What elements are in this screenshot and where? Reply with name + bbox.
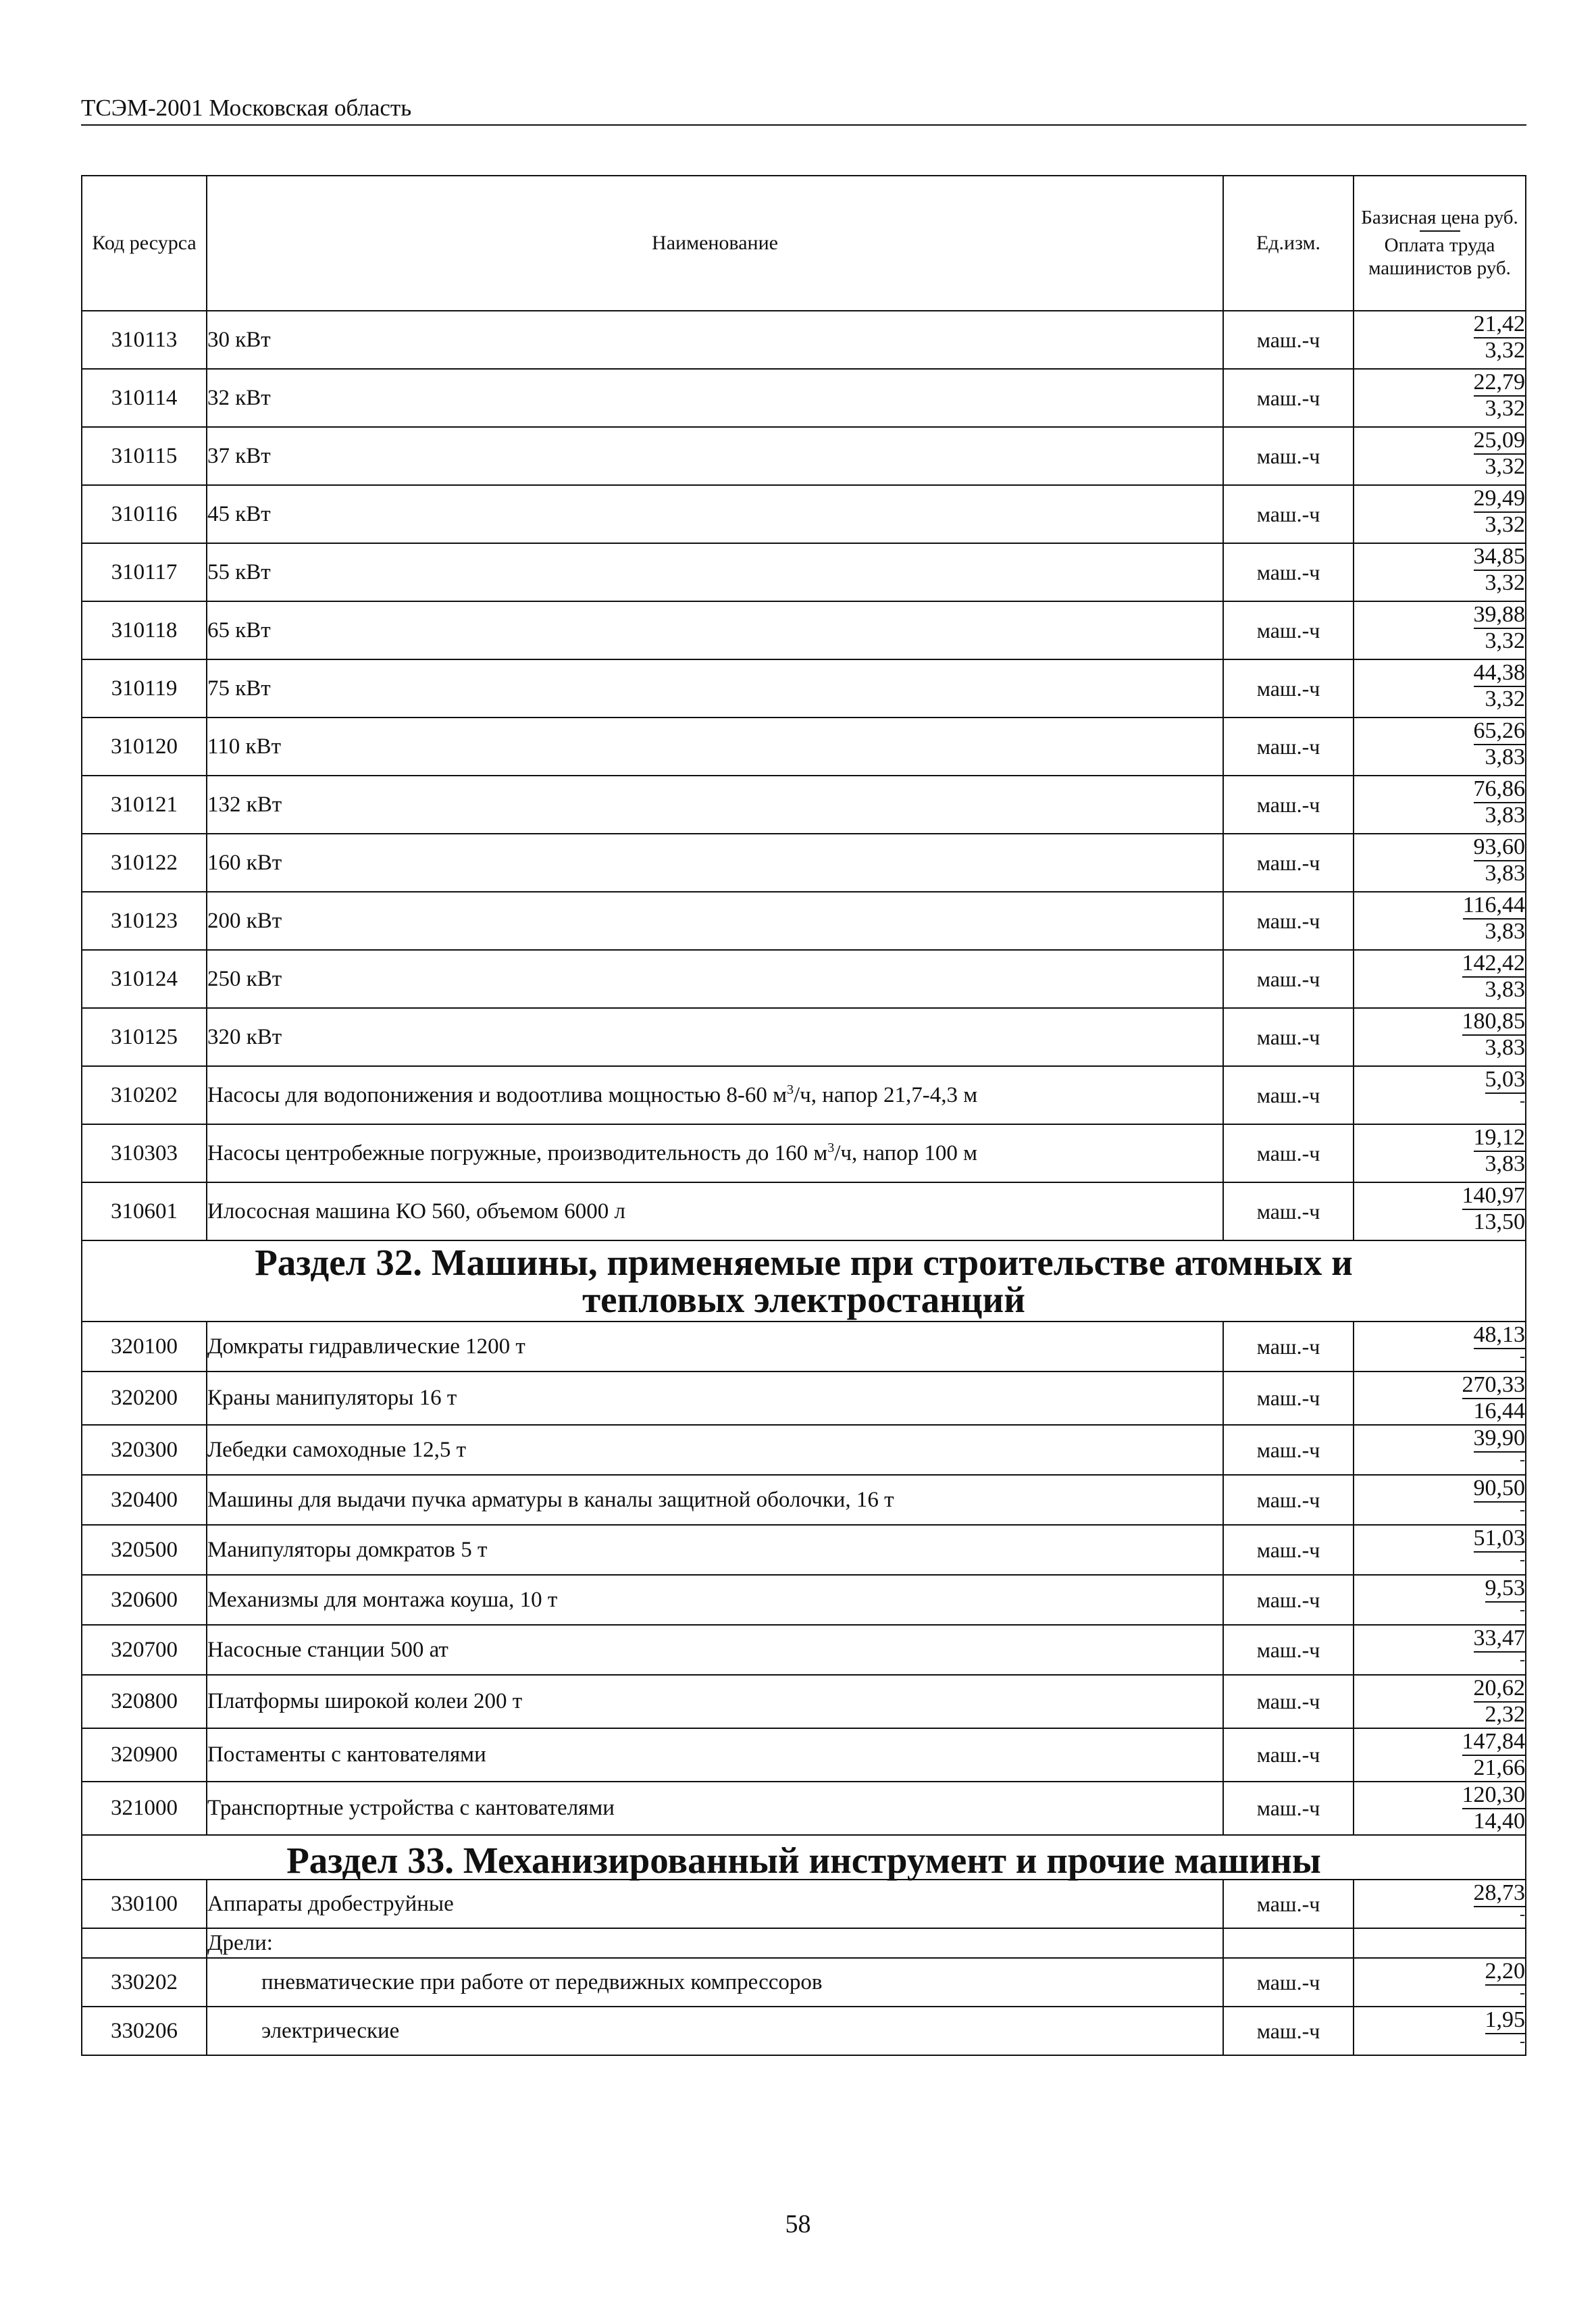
resource-code: 330206 <box>82 2007 207 2055</box>
resource-name: 45 кВт <box>207 485 1223 543</box>
header-name: Наименование <box>207 176 1223 311</box>
operator-wage: 3,32 <box>1474 511 1526 536</box>
resource-code: 330100 <box>82 1880 207 1928</box>
price-cell <box>1354 1425 1526 1475</box>
resource-code: 310117 <box>82 543 207 601</box>
price-cell <box>1354 1728 1526 1782</box>
table-row <box>82 543 1526 601</box>
section-33-title: Раздел 33. Механизированный инструмент и прочие машины <box>82 1835 1526 1880</box>
resource-code: 320600 <box>82 1575 207 1625</box>
price-table <box>81 175 1526 2056</box>
unit-of-measure: маш.-ч <box>1223 311 1354 369</box>
operator-wage: 3,32 <box>1474 686 1526 711</box>
operator-wage: 3,32 <box>1474 570 1526 595</box>
base-price: 142,42 <box>1462 951 1525 976</box>
table-row <box>82 1525 1526 1575</box>
resource-code: 310202 <box>82 1066 207 1124</box>
resource-name: 65 кВт <box>207 601 1223 659</box>
operator-wage: 3,83 <box>1474 744 1526 769</box>
table-row <box>82 1475 1526 1525</box>
operator-wage: 14,40 <box>1462 1808 1526 1833</box>
resource-code: 321000 <box>82 1782 207 1835</box>
resource-name: Домкраты гидравлические 1200 т <box>207 1322 1223 1372</box>
resource-name: Насосы центробежные погружные, производительность до 160 $м^3/ч$, напор 100 м <box>207 1124 1223 1182</box>
base-price: 90,50 <box>1473 1476 1525 1501</box>
resource-code: 320800 <box>82 1675 207 1728</box>
table-header-row <box>82 176 1526 311</box>
price-cell <box>1354 1008 1526 1066</box>
resource-name: 320 кВт <box>207 1008 1223 1066</box>
resource-name: пневматические при работе от передвижных компрессоров <box>207 1958 1223 2007</box>
table-row <box>82 1066 1526 1124</box>
table-row <box>82 1880 1526 1928</box>
operator-wage: 2,32 <box>1474 1701 1526 1726</box>
resource-code: 310124 <box>82 950 207 1008</box>
base-price: 180,85 <box>1462 1009 1525 1034</box>
unit-of-measure: маш.-ч <box>1223 834 1354 892</box>
table-row <box>82 1372 1526 1425</box>
unit-of-measure: маш.-ч <box>1223 1728 1354 1782</box>
operator-wage: 3,32 <box>1474 453 1526 478</box>
base-price: 93,60 <box>1473 834 1525 859</box>
resource-code: 310119 <box>82 659 207 718</box>
table-row <box>82 776 1526 834</box>
table-row <box>82 892 1526 950</box>
unit-of-measure: маш.-ч <box>1223 1575 1354 1625</box>
resource-name: электрические <box>207 2007 1223 2055</box>
price-cell <box>1354 601 1526 659</box>
table-row <box>82 1575 1526 1625</box>
unit-of-measure: маш.-ч <box>1223 2007 1354 2055</box>
unit-of-measure: маш.-ч <box>1223 543 1354 601</box>
base-price: 44,38 <box>1473 660 1525 685</box>
subheading-drills: Дрели: <box>207 1928 1223 1958</box>
operator-wage: 3,83 <box>1474 860 1526 885</box>
operator-wage: 3,83 <box>1474 1151 1526 1176</box>
unit-of-measure: маш.-ч <box>1223 718 1354 776</box>
unit-of-measure: маш.-ч <box>1223 1124 1354 1182</box>
base-price: 21,42 <box>1473 311 1525 336</box>
table-row <box>82 1322 1526 1372</box>
operator-wage: 3,32 <box>1474 395 1526 420</box>
resource-code: 320700 <box>82 1625 207 1675</box>
resource-code: 310123 <box>82 892 207 950</box>
price-cell <box>1354 1575 1526 1625</box>
resource-name: 250 кВт <box>207 950 1223 1008</box>
operator-wage: - <box>1474 1551 1526 1568</box>
table-row <box>82 950 1526 1008</box>
base-price: 51,03 <box>1473 1526 1525 1551</box>
base-price: 116,44 <box>1462 892 1525 917</box>
unit-of-measure: маш.-ч <box>1223 427 1354 485</box>
table-row <box>82 1625 1526 1675</box>
table-row <box>82 601 1526 659</box>
operator-wage: 3,83 <box>1463 918 1525 943</box>
table-row <box>82 718 1526 776</box>
resource-code: 320300 <box>82 1425 207 1475</box>
table-row <box>82 1124 1526 1182</box>
base-price: 5,03 <box>1485 1067 1525 1092</box>
resource-code: 310118 <box>82 601 207 659</box>
base-price: 76,86 <box>1473 776 1525 801</box>
price-cell <box>1354 950 1526 1008</box>
resource-code: 310601 <box>82 1182 207 1240</box>
price-cell <box>1354 659 1526 718</box>
unit-of-measure: маш.-ч <box>1223 659 1354 718</box>
resource-name: Насосные станции 500 ат <box>207 1625 1223 1675</box>
section-heading-row <box>82 1240 1526 1322</box>
price-cell <box>1354 1880 1526 1928</box>
unit-of-measure: маш.-ч <box>1223 601 1354 659</box>
resource-name: Механизмы для монтажа коуша, 10 т <box>207 1575 1223 1625</box>
unit-of-measure: маш.-ч <box>1223 892 1354 950</box>
operator-wage: - <box>1485 1984 1526 2001</box>
operator-wage: - <box>1474 1501 1526 1518</box>
resource-name: 75 кВт <box>207 659 1223 718</box>
operator-wage: 3,83 <box>1462 1034 1526 1059</box>
resource-code: 320100 <box>82 1322 207 1372</box>
resource-code: 310121 <box>82 776 207 834</box>
table-row <box>82 311 1526 369</box>
section-32-title <box>82 1240 1526 1322</box>
resource-name: Постаменты с кантователями <box>207 1728 1223 1782</box>
base-price: 1,95 <box>1485 2007 1525 2032</box>
unit-of-measure: маш.-ч <box>1223 1008 1354 1066</box>
resource-name: 30 кВт <box>207 311 1223 369</box>
base-price: 22,79 <box>1473 370 1525 395</box>
price-cell <box>1354 1182 1526 1240</box>
price-cell <box>1354 427 1526 485</box>
unit-of-measure: маш.-ч <box>1223 1066 1354 1124</box>
table-row <box>82 427 1526 485</box>
price-cell <box>1354 1782 1526 1835</box>
table-row <box>82 659 1526 718</box>
resource-code: 310122 <box>82 834 207 892</box>
base-price: 65,26 <box>1473 718 1525 743</box>
operator-wage: 13,50 <box>1462 1209 1526 1234</box>
resource-name: Платформы широкой колеи 200 т <box>207 1675 1223 1728</box>
table-row <box>82 1958 1526 2007</box>
resource-code: 310120 <box>82 718 207 776</box>
price-cell <box>1354 1958 1526 2007</box>
resource-name: Насосы для водопонижения и водоотлива мощностью 8-60 $м^3/ч$, напор 21,7-4,3 м <box>207 1066 1223 1124</box>
header-unit: Ед.изм. <box>1223 176 1354 311</box>
resource-code: 320200 <box>82 1372 207 1425</box>
resource-code: 330202 <box>82 1958 207 2007</box>
page-number: 58 <box>785 2210 811 2238</box>
operator-wage: 3,83 <box>1474 802 1526 827</box>
base-price: 20,62 <box>1473 1676 1525 1701</box>
resource-name: Краны манипуляторы 16 т <box>207 1372 1223 1425</box>
resource-name: Машины для выдачи пучка арматуры в каналы защитной оболочки, 16 т <box>207 1475 1223 1525</box>
base-price: 29,49 <box>1473 486 1525 511</box>
price-cell <box>1354 543 1526 601</box>
base-price: 19,12 <box>1473 1125 1525 1150</box>
base-price: 270,33 <box>1462 1372 1525 1397</box>
operator-wage: - <box>1474 1451 1526 1468</box>
price-cell <box>1354 892 1526 950</box>
unit-of-measure: маш.-ч <box>1223 950 1354 1008</box>
base-price: 147,84 <box>1462 1729 1525 1754</box>
header-price <box>1354 176 1526 311</box>
price-cell <box>1354 1124 1526 1182</box>
table-row <box>82 1782 1526 1835</box>
base-price: 39,88 <box>1473 602 1525 627</box>
header-code: Код ресурса <box>82 176 207 311</box>
resource-name: 37 кВт <box>207 427 1223 485</box>
price-cell <box>1354 834 1526 892</box>
base-price: 140,97 <box>1462 1183 1525 1208</box>
table-row <box>82 1675 1526 1728</box>
resource-code: 320400 <box>82 1475 207 1525</box>
resource-name: 160 кВт <box>207 834 1223 892</box>
resource-name: 110 кВт <box>207 718 1223 776</box>
resource-code: 310125 <box>82 1008 207 1066</box>
table-row <box>82 485 1526 543</box>
unit-of-measure: маш.-ч <box>1223 1322 1354 1372</box>
header-price-base: Базисная цена руб. <box>1361 206 1518 228</box>
price-cell <box>1354 311 1526 369</box>
base-price: 33,47 <box>1473 1626 1525 1651</box>
running-title: ТСЭМ-2001 Московская область <box>81 95 412 121</box>
resource-name: 55 кВт <box>207 543 1223 601</box>
unit-of-measure: маш.-ч <box>1223 1182 1354 1240</box>
resource-code: 310113 <box>82 311 207 369</box>
price-cell <box>1354 718 1526 776</box>
header-price-wage: Оплата труда машинистов руб. <box>1368 234 1511 279</box>
header-rule <box>81 124 1526 126</box>
base-price: 120,30 <box>1462 1782 1525 1807</box>
resource-name: Манипуляторы домкратов 5 т <box>207 1525 1223 1575</box>
unit-of-measure: маш.-ч <box>1223 1425 1354 1475</box>
unit-of-measure: маш.-ч <box>1223 1782 1354 1835</box>
price-cell <box>1354 1372 1526 1425</box>
table-row <box>82 1728 1526 1782</box>
resource-name: Лебедки самоходные 12,5 т <box>207 1425 1223 1475</box>
operator-wage: - <box>1485 1601 1526 1618</box>
price-cell <box>1354 1066 1526 1124</box>
resource-name: Транспортные устройства с кантователями <box>207 1782 1223 1835</box>
operator-wage: - <box>1485 1092 1526 1109</box>
operator-wage: 3,32 <box>1474 337 1526 362</box>
subheading-row <box>82 1928 1526 1958</box>
price-cell <box>1354 1322 1526 1372</box>
unit-of-measure: маш.-ч <box>1223 1372 1354 1425</box>
resource-name: 200 кВт <box>207 892 1223 950</box>
base-price: 34,85 <box>1473 544 1525 569</box>
resource-name: Аппараты дробеструйные <box>207 1880 1223 1928</box>
operator-wage: 21,66 <box>1462 1755 1526 1780</box>
unit-of-measure: маш.-ч <box>1223 1525 1354 1575</box>
resource-code: 320500 <box>82 1525 207 1575</box>
operator-wage: - <box>1485 2033 1526 2050</box>
section-32-title-line1: Раздел 32. Машины, применяемые при строительстве атомных и <box>255 1242 1353 1283</box>
price-cell <box>1354 485 1526 543</box>
operator-wage: 3,83 <box>1462 976 1526 1001</box>
table-row <box>82 369 1526 427</box>
unit-of-measure: маш.-ч <box>1223 1625 1354 1675</box>
base-price: 9,53 <box>1485 1576 1525 1601</box>
operator-wage: 3,32 <box>1474 628 1526 653</box>
price-cell <box>1354 1525 1526 1575</box>
unit-of-measure: маш.-ч <box>1223 1675 1354 1728</box>
unit-of-measure: маш.-ч <box>1223 369 1354 427</box>
price-cell <box>1354 1475 1526 1525</box>
table-row <box>82 1182 1526 1240</box>
section-heading-row <box>82 1835 1526 1880</box>
operator-wage: - <box>1474 1651 1526 1668</box>
base-price: 2,20 <box>1485 1959 1525 1984</box>
table-row <box>82 834 1526 892</box>
price-cell <box>1354 2007 1526 2055</box>
price-cell <box>1354 1625 1526 1675</box>
table-row <box>82 1425 1526 1475</box>
resource-code: 310116 <box>82 485 207 543</box>
operator-wage: - <box>1474 1348 1526 1365</box>
resource-name: 132 кВт <box>207 776 1223 834</box>
base-price: 39,90 <box>1473 1426 1525 1451</box>
operator-wage: - <box>1474 1906 1526 1923</box>
resource-code: 310303 <box>82 1124 207 1182</box>
unit-of-measure: маш.-ч <box>1223 776 1354 834</box>
unit-of-measure: маш.-ч <box>1223 485 1354 543</box>
operator-wage: 16,44 <box>1462 1398 1526 1423</box>
resource-name: 32 кВт <box>207 369 1223 427</box>
section-32-title-line2: тепловых электростанций <box>582 1279 1025 1320</box>
resource-code: 310115 <box>82 427 207 485</box>
base-price: 48,13 <box>1473 1322 1525 1347</box>
table-row <box>82 2007 1526 2055</box>
price-cell <box>1354 776 1526 834</box>
resource-code: 310114 <box>82 369 207 427</box>
resource-code: 320900 <box>82 1728 207 1782</box>
base-price: 25,09 <box>1473 428 1525 453</box>
resource-name: Илососная машина КО 560, объемом 6000 л <box>207 1182 1223 1240</box>
table-row <box>82 1008 1526 1066</box>
price-cell <box>1354 369 1526 427</box>
unit-of-measure: маш.-ч <box>1223 1475 1354 1525</box>
unit-of-measure: маш.-ч <box>1223 1958 1354 2007</box>
price-cell <box>1354 1675 1526 1728</box>
base-price: 28,73 <box>1473 1880 1525 1905</box>
unit-of-measure: маш.-ч <box>1223 1880 1354 1928</box>
